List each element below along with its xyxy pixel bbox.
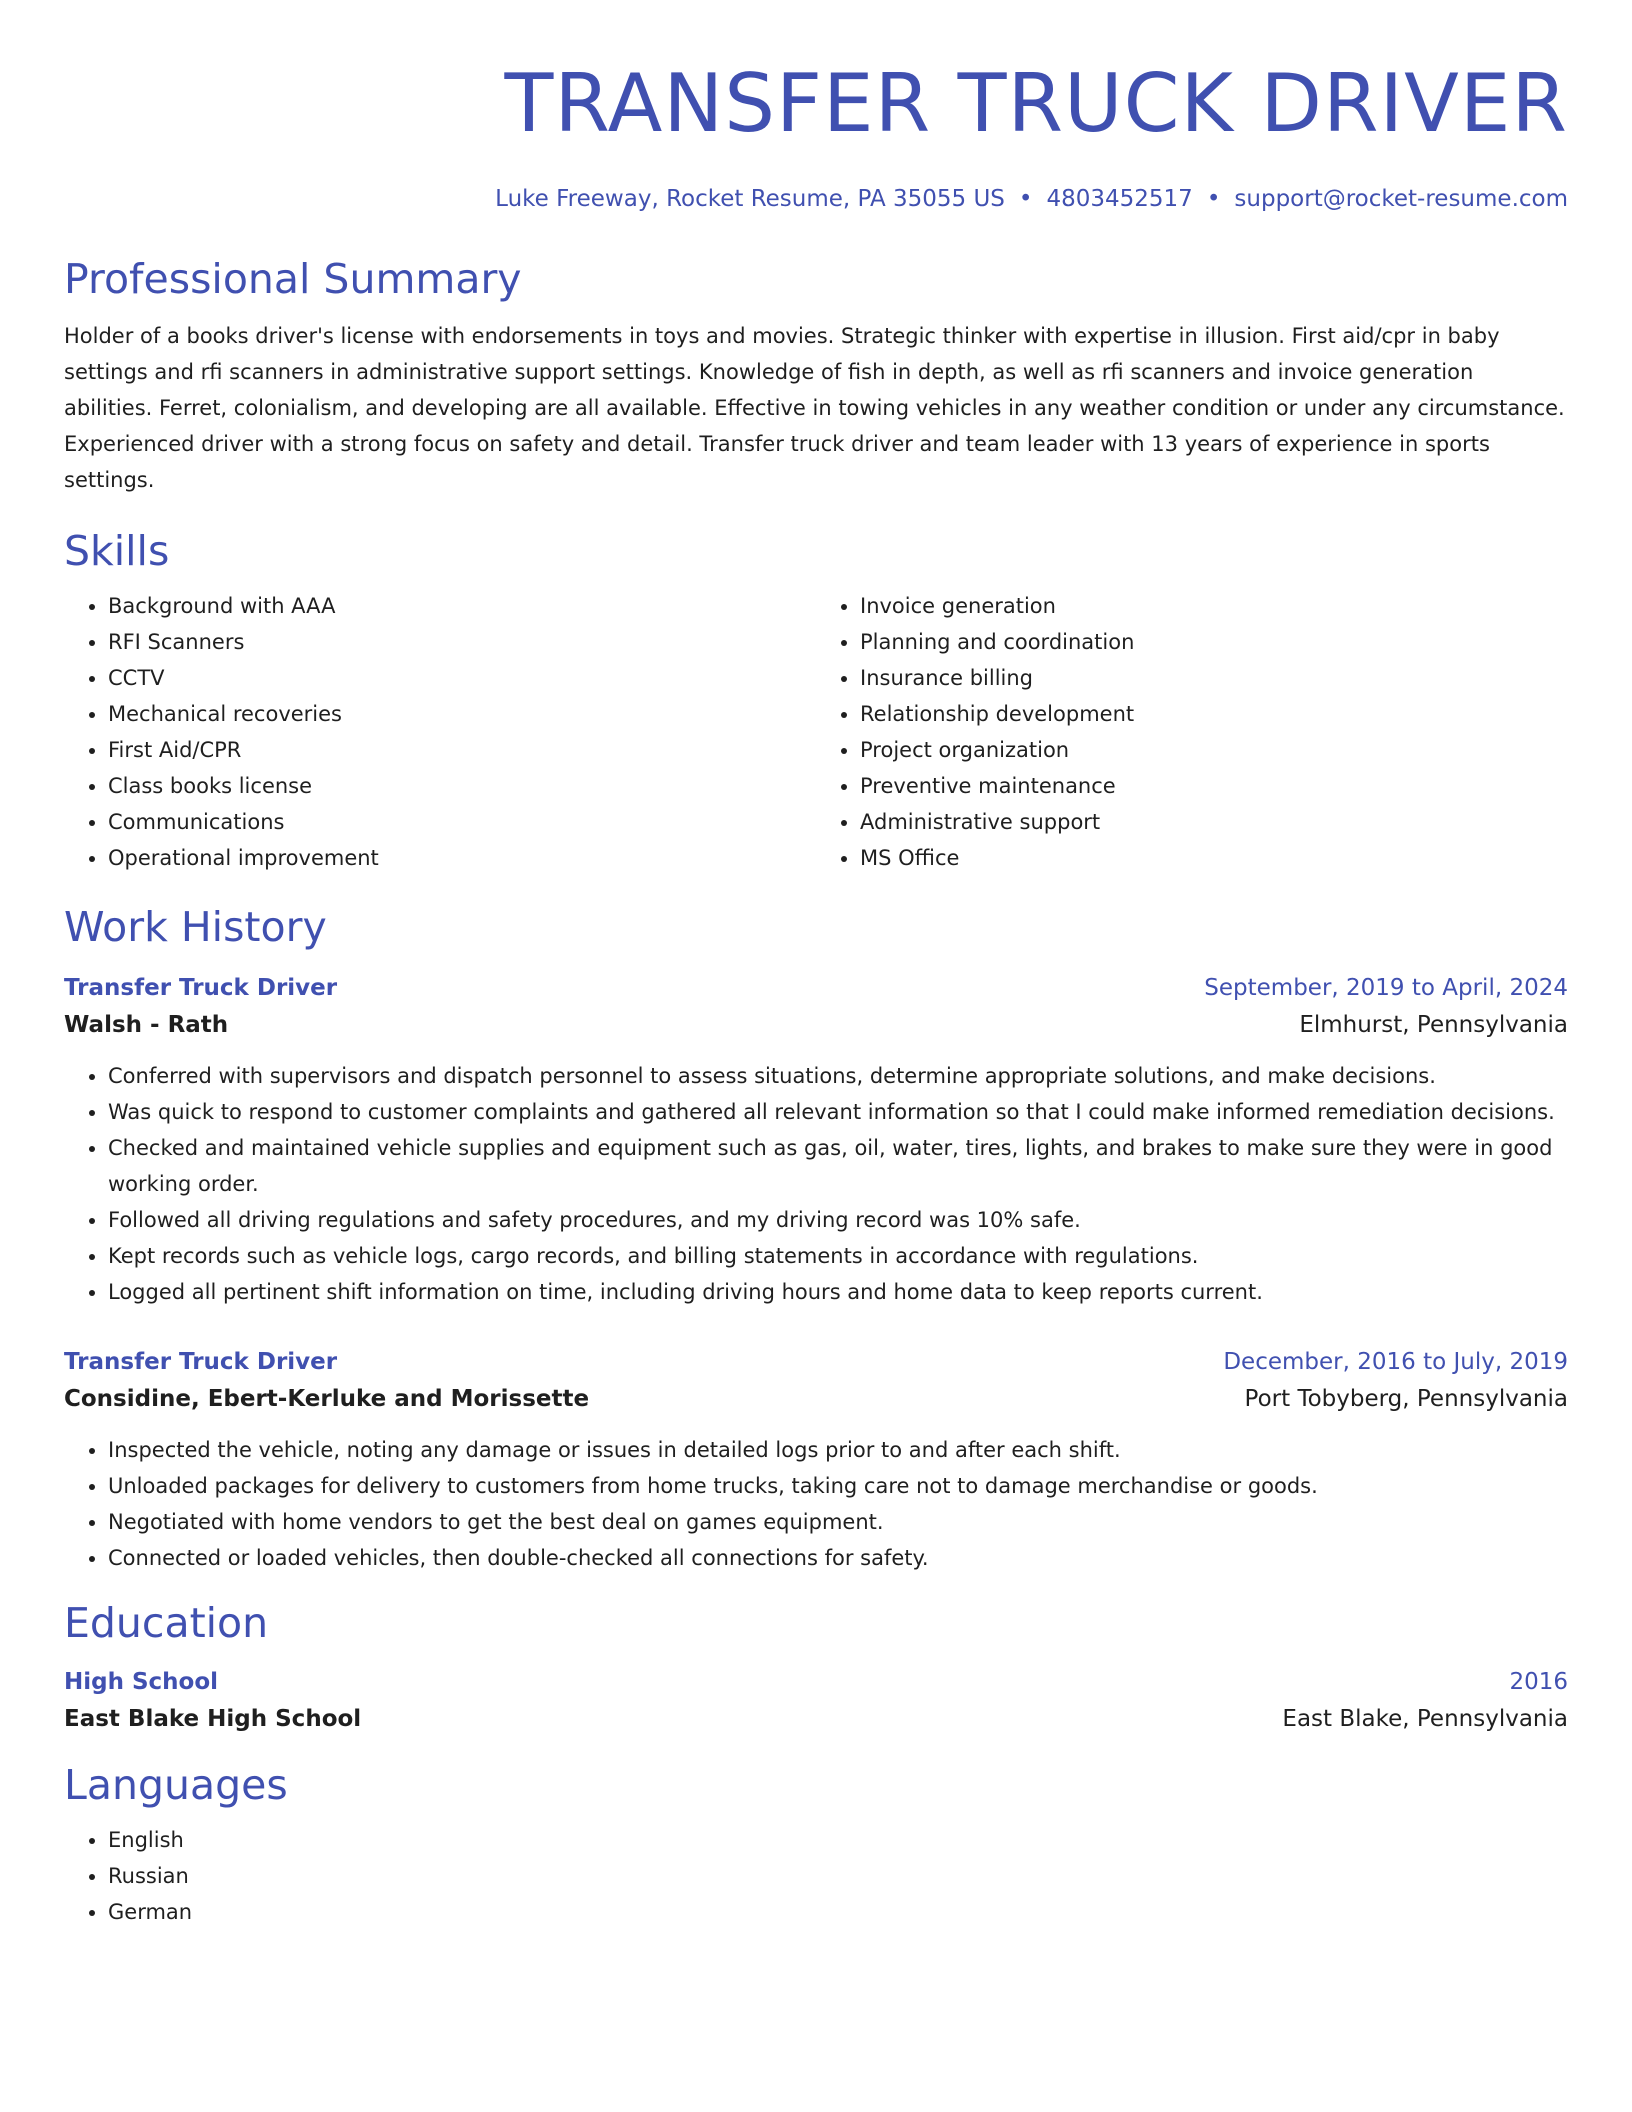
job-dates: December, 2016 to July, 2019 [1223, 1349, 1568, 1375]
skills-left-list [64, 588, 816, 876]
language-item: • English [108, 1822, 1568, 1858]
skill-item: • Background with AAA [108, 588, 816, 624]
work-history-heading: Work History [64, 903, 327, 951]
job-duty: • Conferred with supervisors and dispatch personnel to assess situations, determine appropriate solutions, and make decisions. [108, 1058, 1568, 1094]
job-duty: • Was quick to respond to customer complaints and gathered all relevant information so that I could make informed remediation decisions. [108, 1094, 1568, 1130]
contact-phone: 4803452517 [1046, 186, 1193, 212]
skills-columns [64, 588, 1568, 876]
job-entry [64, 970, 1568, 1310]
education-school: East Blake High School [64, 1706, 362, 1732]
job-duty: • Unloaded packages for delivery to customers from home trucks, taking care not to damage merchandise or goods. [108, 1468, 1568, 1504]
skill-item: • Planning and coordination [860, 624, 1568, 660]
summary-text: Holder of a books driver's license with endorsements in toys and movies. Strategic thinker with expertise in illusion. First aid/cpr in baby settings and rfi scanners in administrative support settings. Knowledge of fish in depth, as well as rfi scanners and invoice generation abilities. Ferret, colonialism, and developing are all available. Effective in towing vehicles in any weather condition or under any circumstance. Experienced driver with a strong focus on safety and detail. Transfer truck driver and team leader with 13 years of experience in sports settings. [64, 324, 1565, 492]
job-duties [64, 1058, 1568, 1310]
skill-item: • Administrative support [860, 804, 1568, 840]
languages-heading: Languages [64, 1761, 288, 1809]
job-location: Port Tobyberg, Pennsylvania [1244, 1386, 1568, 1412]
education-degree: High School [64, 1669, 219, 1695]
contact-address: Luke Freeway, Rocket Resume, PA 35055 US [495, 186, 1005, 212]
job-duty: • Logged all pertinent shift information on time, including driving hours and home data to keep reports current. [108, 1274, 1568, 1310]
job-company: Considine, Ebert-Kerluke and Morissette [64, 1386, 590, 1412]
job-duty: • Followed all driving regulations and safety procedures, and my driving record was 10% safe. [108, 1202, 1568, 1238]
job-duty: • Kept records such as vehicle logs, cargo records, and billing statements in accordance with regulations. [108, 1238, 1568, 1274]
language-item: • Russian [108, 1858, 1568, 1894]
job-location: Elmhurst, Pennsylvania [1299, 1012, 1568, 1038]
skills-right-list [816, 588, 1568, 876]
skill-item: • Insurance billing [860, 660, 1568, 696]
resume-title: TRANSFER TRUCK DRIVER [504, 57, 1568, 150]
education-year: 2016 [1509, 1669, 1568, 1695]
summary-heading: Professional Summary [64, 255, 522, 303]
job-duties [64, 1432, 1568, 1576]
job-dates: September, 2019 to April, 2024 [1204, 975, 1568, 1001]
education-entry [64, 1664, 1568, 1738]
skill-item: • Class books license [108, 768, 816, 804]
job-duty: • Negotiated with home vendors to get the best deal on games equipment. [108, 1504, 1568, 1540]
resume-page [64, 0, 1568, 1930]
job-role: Transfer Truck Driver [64, 1349, 338, 1375]
contact-email: support@rocket-resume.com [1234, 186, 1568, 212]
job-duty: • Inspected the vehicle, noting any damage or issues in detailed logs prior to and after each shift. [108, 1432, 1568, 1468]
contact-line [64, 184, 1568, 214]
skill-item: • Mechanical recoveries [108, 696, 816, 732]
skill-item: • First Aid/CPR [108, 732, 816, 768]
skill-item: • Preventive maintenance [860, 768, 1568, 804]
job-role: Transfer Truck Driver [64, 975, 338, 1001]
languages-list [64, 1822, 1568, 1930]
contact-separator: • [1206, 186, 1221, 212]
job-duty: • Checked and maintained vehicle supplies and equipment such as gas, oil, water, tires, lights, and brakes to make sure they were in good working order. [108, 1130, 1568, 1202]
skill-item: • Relationship development [860, 696, 1568, 732]
education-heading: Education [64, 1599, 269, 1647]
job-entry [64, 1344, 1568, 1576]
languages-section [64, 1822, 1568, 1930]
skill-item: • RFI Scanners [108, 624, 816, 660]
job-duty: • Connected or loaded vehicles, then double-checked all connections for safety. [108, 1540, 1568, 1576]
contact-separator: • [1018, 186, 1033, 212]
skill-item: • CCTV [108, 660, 816, 696]
skill-item: • Operational improvement [108, 840, 816, 876]
language-item: • German [108, 1894, 1568, 1930]
skill-item: • Project organization [860, 732, 1568, 768]
skills-heading: Skills [64, 527, 170, 575]
skill-item: • MS Office [860, 840, 1568, 876]
skill-item: • Invoice generation [860, 588, 1568, 624]
education-location: East Blake, Pennsylvania [1282, 1706, 1568, 1732]
skill-item: • Communications [108, 804, 816, 840]
job-company: Walsh - Rath [64, 1012, 229, 1038]
